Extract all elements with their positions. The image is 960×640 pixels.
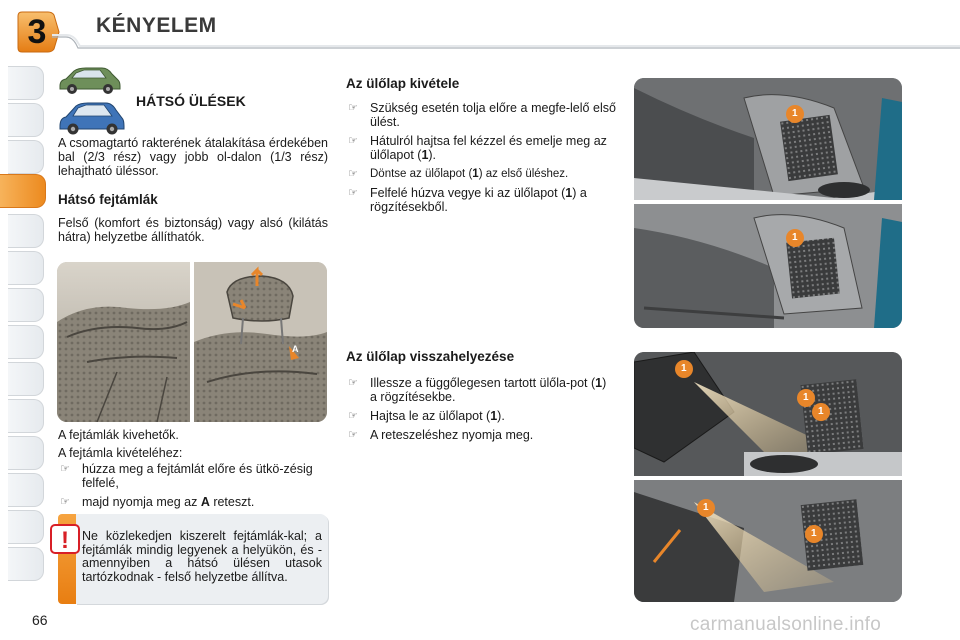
step-text: Hátulról hajtsa fel kézzel és emelje meg az ülőlapot ( xyxy=(370,134,607,162)
chapter-tab-13[interactable] xyxy=(8,510,44,544)
chapter-tab-1[interactable] xyxy=(8,66,44,100)
bullet-hand-icon: ☞ xyxy=(348,187,358,199)
step-text: Hajtsa le az ülőlapot ( xyxy=(370,409,491,423)
chapter-tab-strip xyxy=(0,66,46,586)
chapter-tab-2[interactable] xyxy=(8,103,44,137)
step-text-suffix: ) az első üléshez. xyxy=(478,168,569,180)
part-number: 1 xyxy=(421,148,429,162)
callout-1: 1 xyxy=(792,108,798,119)
page-title: KÉNYELEM xyxy=(96,14,217,37)
car-blue-icon xyxy=(56,100,126,136)
section-title: HÁTSÓ ÜLÉSEK xyxy=(136,93,246,109)
step-text-suffix: reteszt. xyxy=(209,495,255,509)
caption-line-1: A fejtámlák kivehetők. xyxy=(58,428,179,442)
step-text: Felfelé húzva vegye ki az ülőlapot ( xyxy=(370,186,566,200)
latch-label: A xyxy=(200,495,210,509)
step-text: A reteszeléshez nyomja meg. xyxy=(370,428,534,442)
bullet-hand-icon: ☞ xyxy=(348,135,358,147)
page-number: 66 xyxy=(32,612,48,628)
removal-photo xyxy=(634,78,902,328)
watermark: carmanualsonline.info xyxy=(690,614,882,635)
step-text: Döntse az ülőlapot ( xyxy=(370,168,473,180)
step-text-suffix: ) a rögzítésekből. xyxy=(370,186,587,214)
callout-1: 1 xyxy=(818,406,824,417)
callout-1: 1 xyxy=(681,363,687,374)
list-item xyxy=(346,409,616,423)
chapter-tab-active[interactable] xyxy=(0,174,46,208)
headrest-title: Hátsó fejtámlák xyxy=(58,192,158,207)
list-item xyxy=(58,462,330,490)
bullet-hand-icon: ☞ xyxy=(348,377,358,389)
list-item xyxy=(346,101,616,129)
chapter-tab-6[interactable] xyxy=(8,251,44,285)
callout-1: 1 xyxy=(703,502,709,513)
part-number: 1 xyxy=(490,409,498,423)
callout-a: A xyxy=(292,344,299,354)
headrest-steps xyxy=(58,462,330,514)
list-item xyxy=(346,186,616,214)
list-item xyxy=(58,495,330,509)
chapter-tab-8[interactable] xyxy=(8,325,44,359)
refit-steps xyxy=(346,376,616,447)
bullet-hand-icon: ☞ xyxy=(348,168,358,180)
exclamation-icon xyxy=(50,524,80,554)
headrest-photo xyxy=(57,262,327,422)
list-item xyxy=(346,134,616,162)
step-text-suffix: ) a rögzítésekbe. xyxy=(370,376,607,404)
list-item xyxy=(346,428,616,442)
bullet-hand-icon: ☞ xyxy=(348,102,358,114)
callout-1: 1 xyxy=(792,232,798,243)
warning-text: Ne közlekedjen kiszerelt fejtámlák-kal; a fejtámlák mindig legyenek a helyükön, és - amennyiben a hátsó ülésen utasok tartózkodnak - felső helyzetbe állítva. xyxy=(82,529,322,584)
chapter-tab-10[interactable] xyxy=(8,399,44,433)
step-text-suffix: ). xyxy=(428,148,437,162)
part-number: 1 xyxy=(595,376,603,390)
car-green-icon xyxy=(56,64,122,96)
step-text: húzza meg a fejtámlát előre és ütkö-zésig felfelé, xyxy=(82,462,313,490)
removal-title: Az ülőlap kivétele xyxy=(346,76,460,91)
callout-1: 1 xyxy=(803,392,809,403)
bullet-hand-icon: ☞ xyxy=(60,463,70,475)
part-number: 1 xyxy=(565,186,573,200)
bullet-hand-icon: ☞ xyxy=(348,410,358,422)
refit-photo xyxy=(634,352,902,602)
chapter-tab-5[interactable] xyxy=(8,214,44,248)
step-text: majd nyomja meg az xyxy=(82,495,201,509)
chapter-tab-11[interactable] xyxy=(8,436,44,470)
chapter-number: 3 xyxy=(27,12,47,51)
step-text: Illessze a függőlegesen tartott ülőla-pot ( xyxy=(370,376,596,390)
headrest-text: Felső (komfort és biztonság) vagy alsó (kilátás hátra) helyzetbe állíthatók. xyxy=(58,216,328,244)
chapter-tab-9[interactable] xyxy=(8,362,44,396)
intro-text: A csomagtartó rakterének átalakítása érdekében bal (2/3 rész) vagy jobb ol-dalon (1/3 rész) lehajtható üléssor. xyxy=(58,136,328,178)
list-item xyxy=(346,376,616,404)
part-number: 1 xyxy=(472,168,479,180)
step-text-suffix: ). xyxy=(497,409,505,423)
chapter-tab-3[interactable] xyxy=(8,140,44,174)
chapter-tab-14[interactable] xyxy=(8,547,44,581)
bullet-hand-icon: ☞ xyxy=(60,496,70,508)
chapter-tab-7[interactable] xyxy=(8,288,44,322)
removal-steps xyxy=(346,101,616,219)
svg-text:!: ! xyxy=(61,527,69,554)
bullet-hand-icon: ☞ xyxy=(348,429,358,441)
caption-line-2: A fejtámla kivételéhez: xyxy=(58,446,183,460)
list-item xyxy=(346,167,616,181)
chapter-tab-12[interactable] xyxy=(8,473,44,507)
refit-title: Az ülőlap visszahelyezése xyxy=(346,349,515,364)
callout-1: 1 xyxy=(811,528,817,539)
step-text: Szükség esetén tolja előre a megfe-lelő első ülést. xyxy=(370,101,616,129)
